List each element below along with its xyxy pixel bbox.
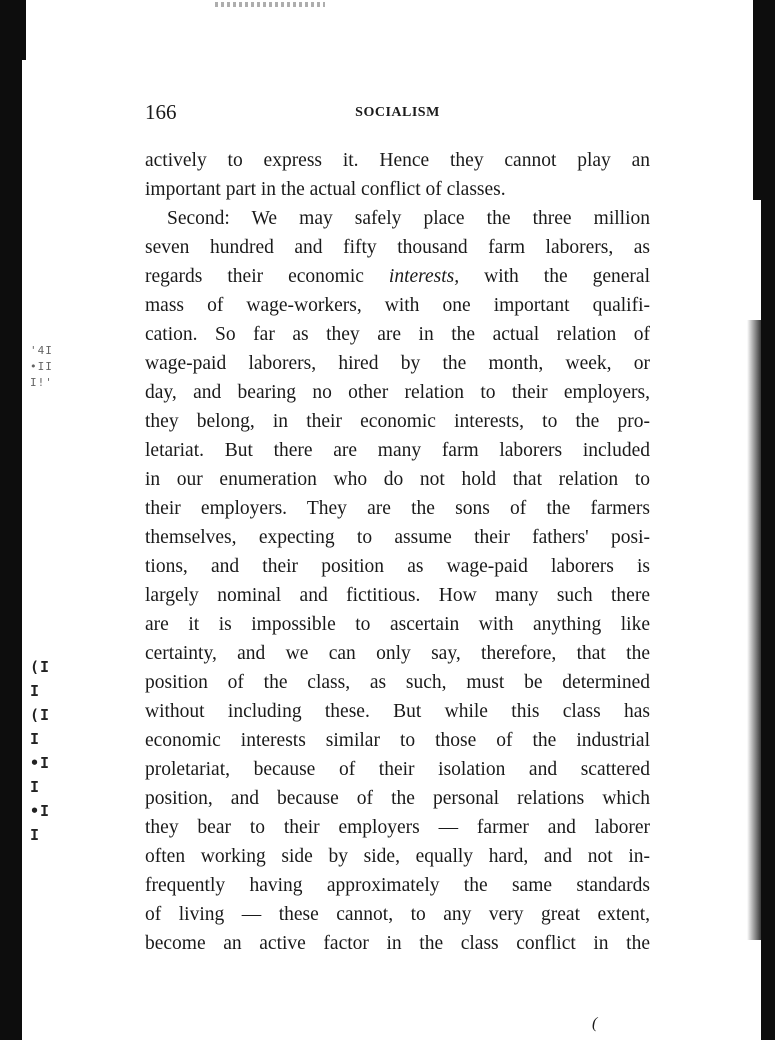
scan-edge-left [0,0,22,1040]
page-number: 166 [145,100,177,124]
scan-edge-left-notch [22,0,26,60]
body-text [145,146,650,958]
text-line-26: frequently having approximately the same standards [145,875,650,896]
text-line-19: position of the class, as such, must be determined [145,672,650,693]
text-line-27: of living — these cannot, to any very great extent, [145,904,650,925]
text-line-2: important part in the actual conflict of classes. [145,179,506,200]
text-line-25: often working side by side, equally hard, and not in- [145,846,650,867]
text-line-5-italic: interests, [388,266,460,287]
text-line-15: tions, and their position as wage-paid laborers is [145,556,650,577]
text-line-6: mass of wage-workers, with one important qualifi- [145,295,650,316]
text-line-1: actively to express it. Hence they cannot play an [145,150,650,171]
text-line-4: seven hundred and fifty thousand farm laborers, as [145,237,650,258]
text-line-23: position, and because of the personal relations which [145,788,650,809]
text-line-22: proletariat, because of their isolation and scattered [145,759,650,780]
page-header [145,100,650,124]
scan-edge-right [761,0,775,1040]
text-line-5-post: with the general [459,266,650,287]
scan-edge-right-top [753,0,761,200]
text-line-13: their employers. They are the sons of the farmers [145,498,650,519]
running-title: SOCIALISM [355,105,440,120]
text-line-17: are it is impossible to ascertain with anything like [145,614,650,635]
text-line-5 [145,262,650,291]
text-line-12: in our enumeration who do not hold that relation to [145,469,650,490]
text-line-7: cation. So far as they are in the actual relation of [145,324,650,345]
scan-smudge-top [215,2,325,7]
text-line-28: become an active factor in the class conflict in the [145,933,650,954]
text-line-11: letariat. But there are many farm laborers included [145,440,650,461]
text-line-14: themselves, expecting to assume their fathers' posi- [145,527,650,548]
scan-mark-bottom: ( [592,1015,598,1032]
text-line-18: certainty, and we can only say, therefore, that the [145,643,650,664]
text-line-21: economic interests similar to those of the industrial [145,730,650,751]
scan-edge-right-shadow [747,320,761,940]
text-line-24: they bear to their employers — farmer and laborer [145,817,650,838]
text-line-10: they belong, in their economic interests, to the pro- [145,411,650,432]
text-line-8: wage-paid laborers, hired by the month, week, or [145,353,650,374]
text-line-20: without including these. But while this class has [145,701,650,722]
margin-marks-upper: '4I •II I!' [30,344,53,389]
margin-marks-lower: (I I (I I •I I •I I [30,658,51,844]
text-line-16: largely nominal and fictitious. How many such there [145,585,650,606]
text-line-5-pre: regards their economic [145,266,389,287]
text-line-3: Second: We may safely place the three million [167,208,650,229]
text-line-9: day, and bearing no other relation to their employers, [145,382,650,403]
